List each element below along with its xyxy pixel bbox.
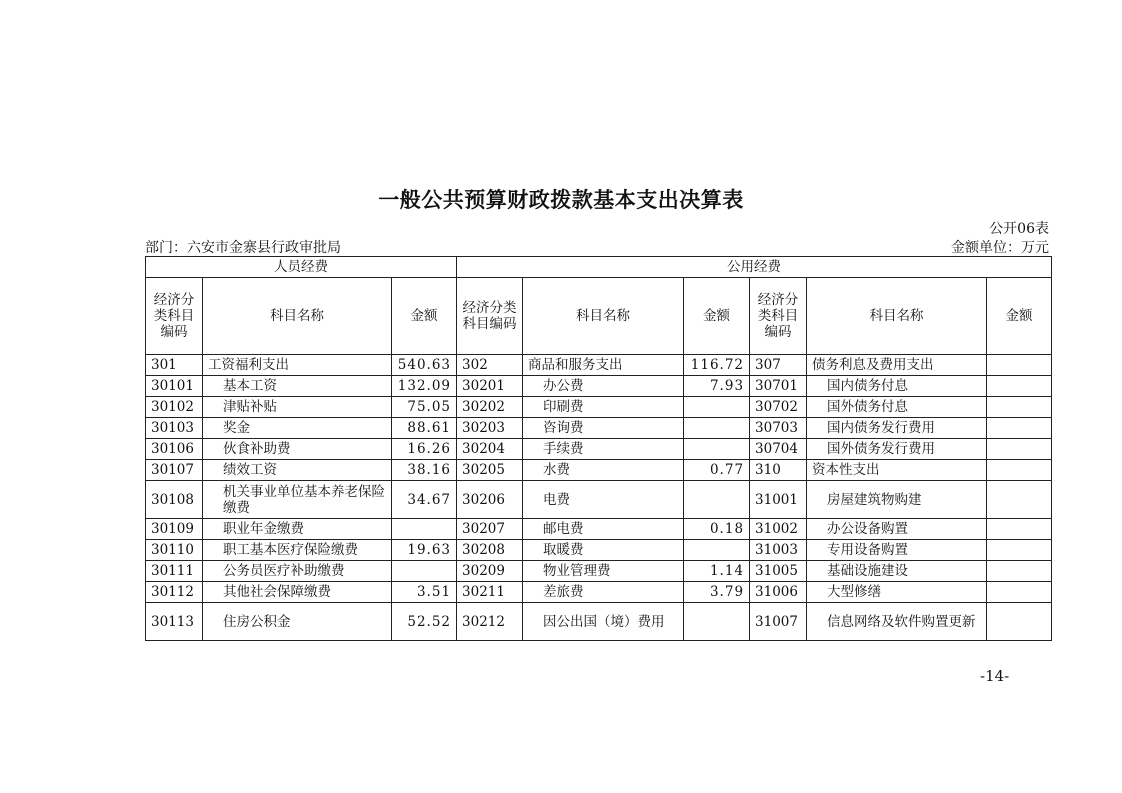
item-name-cell: 其他社会保障缴费: [203, 582, 392, 603]
item-name-cell: 物业管理费: [523, 561, 684, 582]
amount-cell: [987, 561, 1052, 582]
item-name-cell: 国外债务付息: [807, 397, 987, 418]
amount-cell: 132.09: [392, 376, 457, 397]
section-public: 公用经费: [457, 257, 1052, 278]
header-code: 经济分类科目编码: [750, 278, 807, 355]
economic-code-cell: 30203: [457, 418, 523, 439]
amount-cell: [684, 418, 750, 439]
header-code: 经济分类科目编码: [146, 278, 203, 355]
amount-cell: 3.51: [392, 582, 457, 603]
item-name-cell: 专用设备购置: [807, 540, 987, 561]
item-name-cell: 电费: [523, 481, 684, 519]
economic-code-cell: 31007: [750, 603, 807, 641]
item-name-cell: 职工基本医疗保险缴费: [203, 540, 392, 561]
amount-cell: [392, 519, 457, 540]
table-row: [146, 397, 1052, 418]
item-name-cell: 差旅费: [523, 582, 684, 603]
header-amount: 金额: [987, 278, 1052, 355]
economic-code-cell: 310: [750, 460, 807, 481]
amount-cell: 1.14: [684, 561, 750, 582]
item-name-cell: 工资福利支出: [203, 355, 392, 376]
amount-cell: [684, 439, 750, 460]
header-amount: 金额: [684, 278, 750, 355]
economic-code-cell: 30103: [146, 418, 203, 439]
header-name: 科目名称: [523, 278, 684, 355]
economic-code-cell: 30212: [457, 603, 523, 641]
column-header-row: [146, 278, 1052, 355]
item-name-cell: 印刷费: [523, 397, 684, 418]
economic-code-cell: 301: [146, 355, 203, 376]
economic-code-cell: 31006: [750, 582, 807, 603]
header-amount: 金额: [392, 278, 457, 355]
amount-cell: [684, 481, 750, 519]
item-name-cell: 绩效工资: [203, 460, 392, 481]
item-name-cell: 取暖费: [523, 540, 684, 561]
amount-cell: [987, 582, 1052, 603]
economic-code-cell: 30112: [146, 582, 203, 603]
economic-code-cell: 30113: [146, 603, 203, 641]
header-code: 经济分类科目编码: [457, 278, 523, 355]
amount-cell: [987, 397, 1052, 418]
economic-code-cell: 30207: [457, 519, 523, 540]
amount-cell: [987, 376, 1052, 397]
amount-cell: 34.67: [392, 481, 457, 519]
item-name-cell: 公务员医疗补助缴费: [203, 561, 392, 582]
amount-cell: [684, 397, 750, 418]
header-name: 科目名称: [807, 278, 987, 355]
economic-code-cell: 30111: [146, 561, 203, 582]
economic-code-cell: 30107: [146, 460, 203, 481]
amount-cell: 75.05: [392, 397, 457, 418]
item-name-cell: 津贴补贴: [203, 397, 392, 418]
economic-code-cell: 30211: [457, 582, 523, 603]
item-name-cell: 住房公积金: [203, 603, 392, 641]
table-row: [146, 355, 1052, 376]
item-name-cell: 机关事业单位基本养老保险缴费: [203, 481, 392, 519]
amount-cell: 0.18: [684, 519, 750, 540]
amount-cell: [684, 540, 750, 561]
amount-cell: [987, 540, 1052, 561]
item-name-cell: 国内债务发行费用: [807, 418, 987, 439]
table-row: [146, 603, 1052, 641]
table-row: [146, 439, 1052, 460]
amount-cell: 0.77: [684, 460, 750, 481]
economic-code-cell: 30703: [750, 418, 807, 439]
economic-code-cell: 30202: [457, 397, 523, 418]
header-name: 科目名称: [203, 278, 392, 355]
item-name-cell: 咨询费: [523, 418, 684, 439]
amount-cell: 16.26: [392, 439, 457, 460]
economic-code-cell: 31005: [750, 561, 807, 582]
item-name-cell: 债务利息及费用支出: [807, 355, 987, 376]
amount-cell: 7.93: [684, 376, 750, 397]
economic-code-cell: 30102: [146, 397, 203, 418]
amount-cell: 88.61: [392, 418, 457, 439]
item-name-cell: 房屋建筑物购建: [807, 481, 987, 519]
table-row: [146, 376, 1052, 397]
economic-code-cell: 30201: [457, 376, 523, 397]
item-name-cell: 手续费: [523, 439, 684, 460]
economic-code-cell: 31002: [750, 519, 807, 540]
amount-cell: [987, 418, 1052, 439]
item-name-cell: 邮电费: [523, 519, 684, 540]
item-name-cell: 商品和服务支出: [523, 355, 684, 376]
page-number: -14-: [980, 667, 1010, 685]
amount-cell: [987, 460, 1052, 481]
item-name-cell: 国外债务发行费用: [807, 439, 987, 460]
amount-unit-label: 金额单位：万元: [951, 240, 1049, 256]
item-name-cell: 水费: [523, 460, 684, 481]
amount-cell: [392, 561, 457, 582]
item-name-cell: 大型修缮: [807, 582, 987, 603]
economic-code-cell: 307: [750, 355, 807, 376]
economic-code-cell: 30208: [457, 540, 523, 561]
table-row: [146, 540, 1052, 561]
economic-code-cell: 30110: [146, 540, 203, 561]
report-title: 一般公共预算财政拨款基本支出决算表: [378, 188, 744, 212]
economic-code-cell: 302: [457, 355, 523, 376]
table-row: [146, 561, 1052, 582]
section-personnel: 人员经费: [146, 257, 457, 278]
table-row: [146, 418, 1052, 439]
amount-cell: 540.63: [392, 355, 457, 376]
economic-code-cell: 30205: [457, 460, 523, 481]
department-label: 部门：六安市金寨县行政审批局: [145, 240, 341, 256]
amount-cell: [987, 481, 1052, 519]
economic-code-cell: 30101: [146, 376, 203, 397]
economic-code-cell: 30209: [457, 561, 523, 582]
item-name-cell: 基础设施建设: [807, 561, 987, 582]
item-name-cell: 因公出国（境）费用: [523, 603, 684, 641]
economic-code-cell: 30702: [750, 397, 807, 418]
item-name-cell: 办公费: [523, 376, 684, 397]
economic-code-cell: 30206: [457, 481, 523, 519]
amount-cell: [684, 603, 750, 641]
item-name-cell: 职业年金缴费: [203, 519, 392, 540]
economic-code-cell: 30106: [146, 439, 203, 460]
item-name-cell: 基本工资: [203, 376, 392, 397]
section-header-row: [146, 257, 1052, 278]
economic-code-cell: 31001: [750, 481, 807, 519]
form-number: 公开06表: [989, 221, 1049, 237]
item-name-cell: 奖金: [203, 418, 392, 439]
economic-code-cell: 30704: [750, 439, 807, 460]
economic-code-cell: 31003: [750, 540, 807, 561]
economic-code-cell: 30701: [750, 376, 807, 397]
amount-cell: 116.72: [684, 355, 750, 376]
table-row: [146, 582, 1052, 603]
economic-code-cell: 30204: [457, 439, 523, 460]
item-name-cell: 办公设备购置: [807, 519, 987, 540]
table-row: [146, 481, 1052, 519]
amount-cell: [987, 603, 1052, 641]
expenditure-table: [145, 256, 1052, 641]
item-name-cell: 伙食补助费: [203, 439, 392, 460]
item-name-cell: 资本性支出: [807, 460, 987, 481]
amount-cell: 52.52: [392, 603, 457, 641]
amount-cell: 3.79: [684, 582, 750, 603]
amount-cell: 19.63: [392, 540, 457, 561]
amount-cell: [987, 355, 1052, 376]
amount-cell: [987, 439, 1052, 460]
item-name-cell: 信息网络及软件购置更新: [807, 603, 987, 641]
economic-code-cell: 30109: [146, 519, 203, 540]
amount-cell: 38.16: [392, 460, 457, 481]
economic-code-cell: 30108: [146, 481, 203, 519]
table-row: [146, 519, 1052, 540]
item-name-cell: 国内债务付息: [807, 376, 987, 397]
amount-cell: [987, 519, 1052, 540]
table-row: [146, 460, 1052, 481]
